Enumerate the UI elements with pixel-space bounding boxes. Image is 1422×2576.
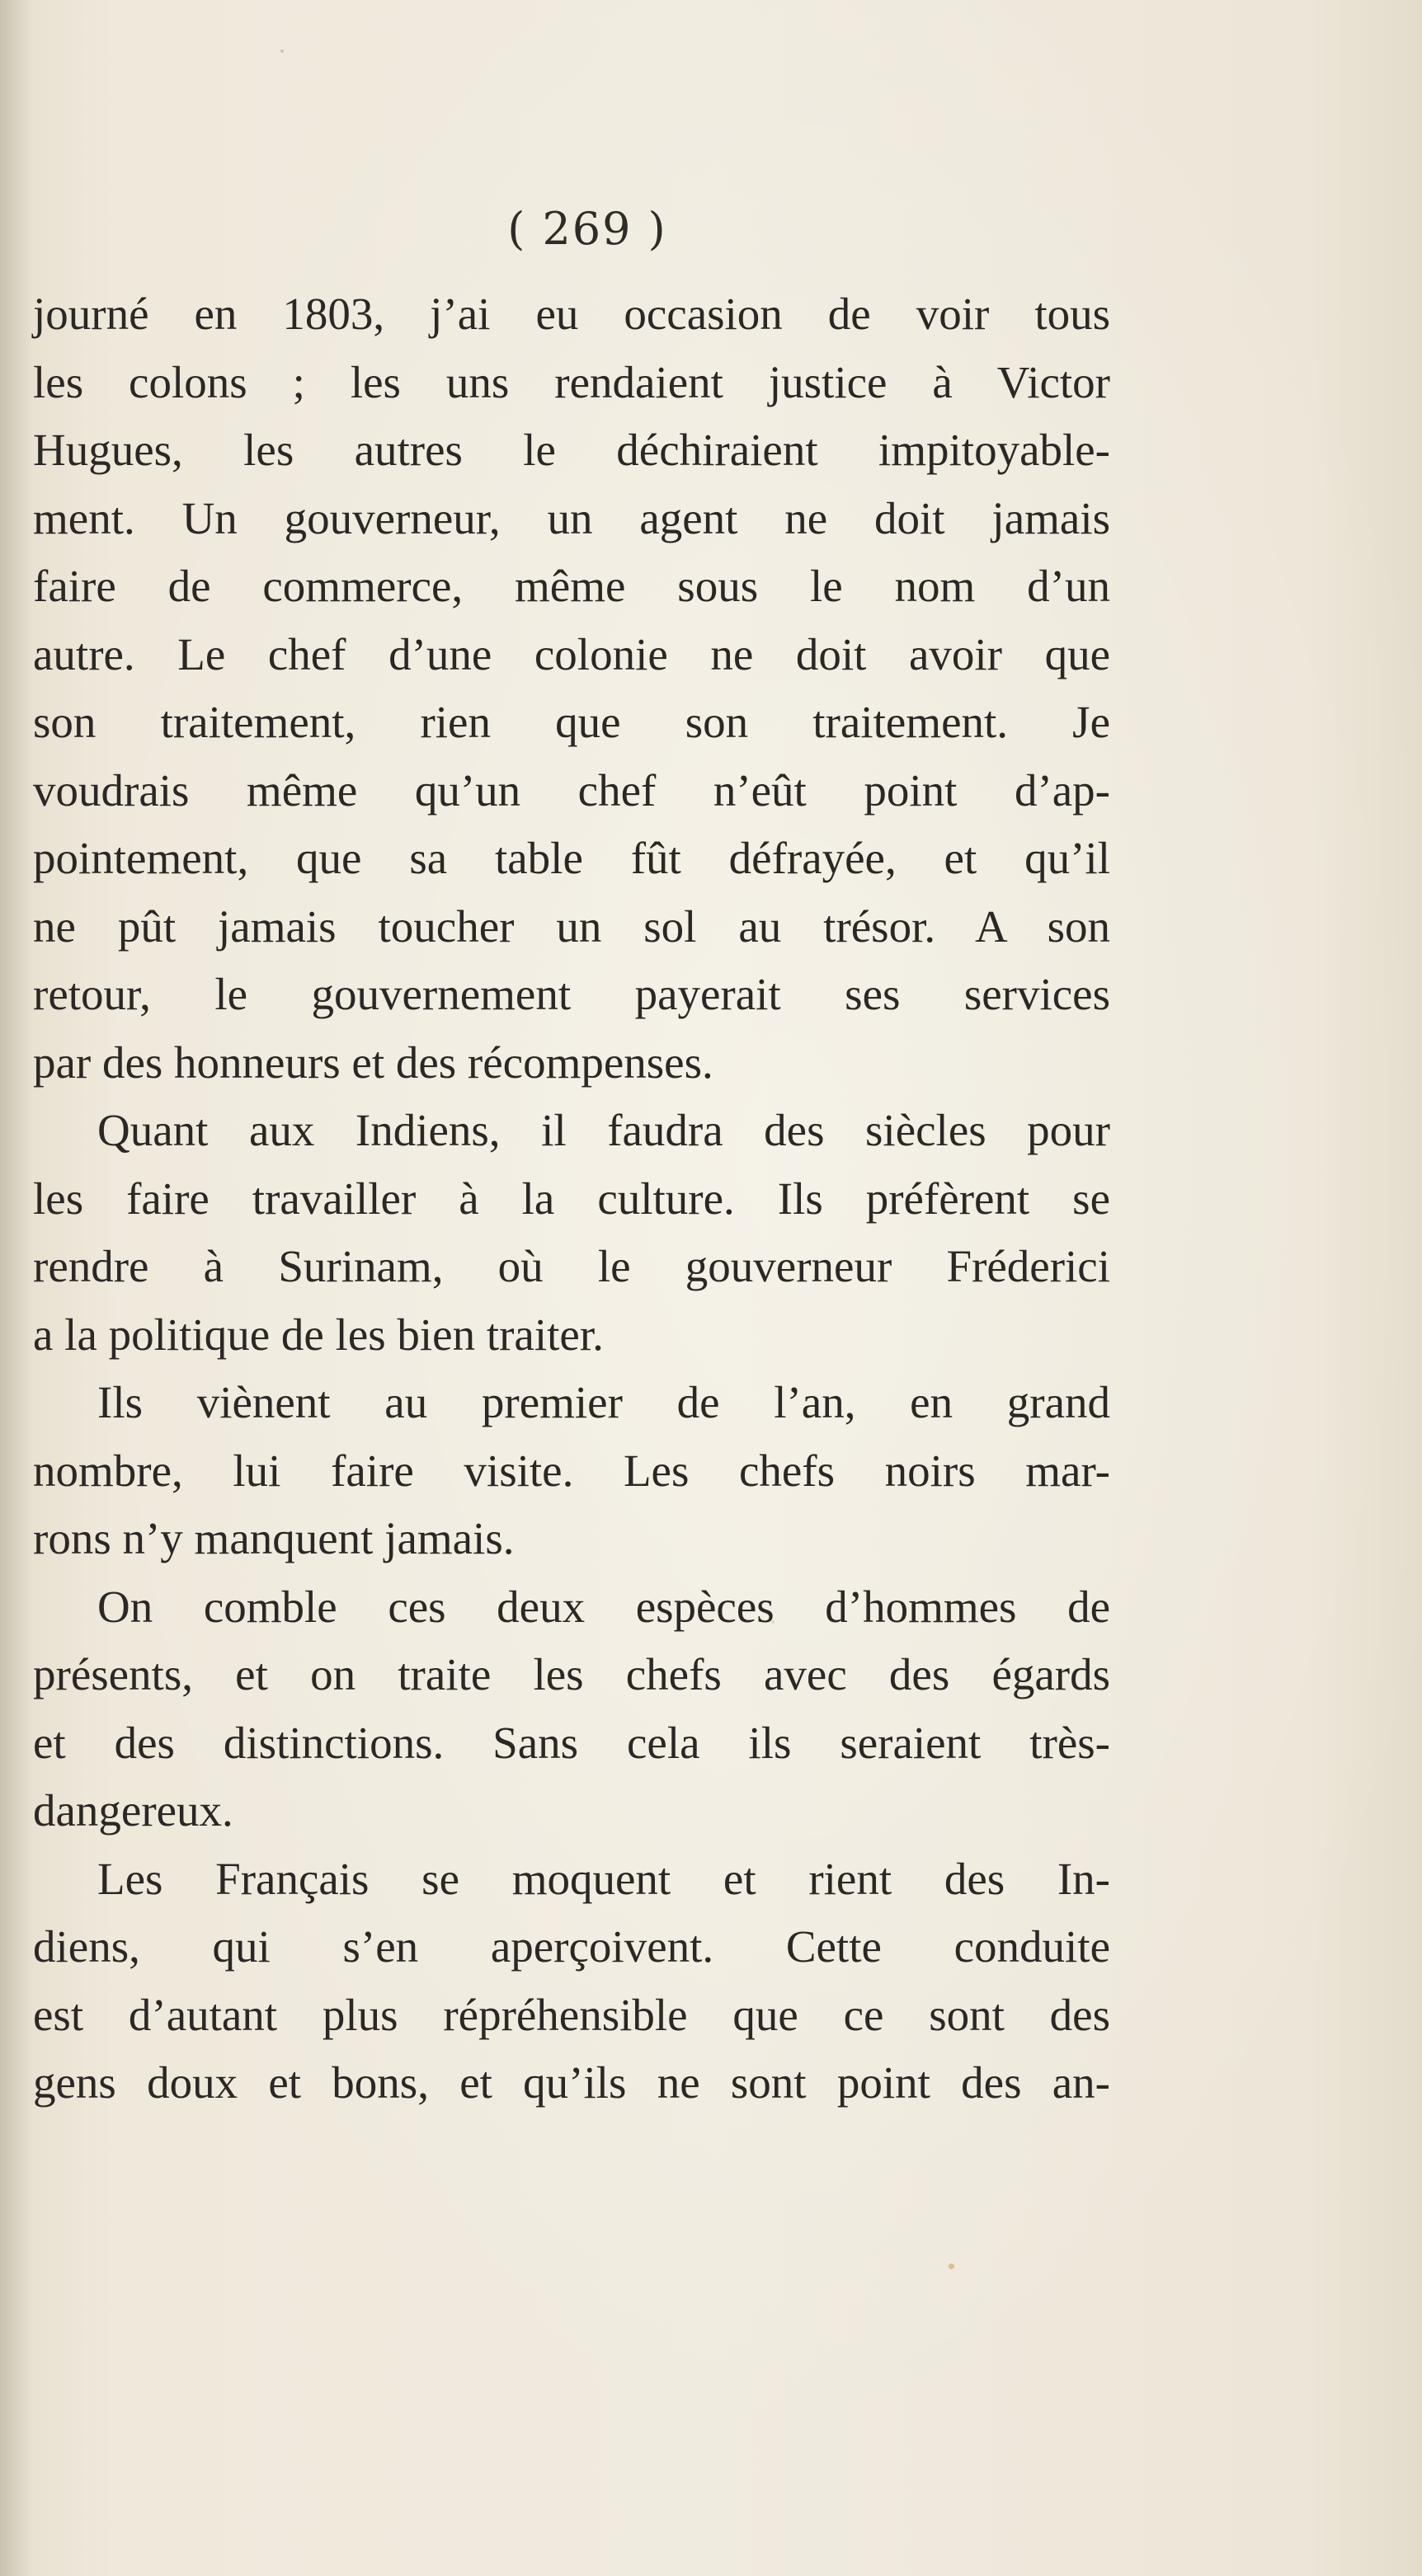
text-line: diens, qui s’en aperçoivent. Cette conduite [33, 1921, 1110, 1972]
text-line: présents, et on traite les chefs avec des égards [33, 1649, 1110, 1699]
paragraph-end-line: dangereux. [33, 1785, 233, 1836]
text-line: autre. Le chef d’une colonie ne doit avoir que [33, 628, 1110, 679]
text-line: son traitement, rien que son traitement. Je [33, 697, 1110, 747]
text-line: nombre, lui faire visite. Les chefs noirs mar- [33, 1445, 1110, 1496]
text-line: les colons ; les uns rendaient justice à Victor [33, 356, 1110, 407]
page-number: ( 269 ) [507, 203, 667, 255]
paragraph-start-line: Ils viènent au premier de l’an, en grand [97, 1377, 1110, 1427]
text-line: pointement, que sa table fût défrayée, et qu’il [33, 833, 1110, 883]
text-line: ne pût jamais toucher un sol au trésor. A son [33, 900, 1110, 952]
text-line: journé en 1803, j’ai eu occasion de voir tous [33, 289, 1110, 339]
paragraph-end-line: rons n’y manquent jamais. [33, 1513, 515, 1563]
text-line: voudrais même qu’un chef n’eût point d’ap- [33, 764, 1110, 816]
paragraph-start-line: On comble ces deux espèces d’hommes de [97, 1581, 1110, 1632]
text-line: et des distinctions. Sans cela ils seraient très- [33, 1717, 1110, 1768]
text-line: est d’autant plus répréhensible que ce sont des [33, 1989, 1110, 2040]
paper-speck [280, 49, 284, 53]
paragraph-end-line: a la politique de les bien traiter. [33, 1309, 604, 1360]
text-line: Hugues, les autres le déchiraient impitoyable- [33, 425, 1110, 475]
text-line: les faire travailler à la culture. Ils préfèrent se [33, 1173, 1110, 1224]
text-line: retour, le gouvernement payerait ses services [33, 969, 1110, 1019]
paper-speck [949, 2263, 954, 2269]
body-text [33, 280, 1110, 2118]
text-line: faire de commerce, même sous le nom d’un [33, 561, 1110, 611]
paragraph-start-line: Les Français se moquent et rient des In- [97, 1853, 1110, 1904]
page-gutter-shadow [0, 0, 33, 2576]
text-line: rendre à Surinam, où le gouverneur Fréderici [33, 1241, 1110, 1291]
paragraph-start-line: Quant aux Indiens, il faudra des siècles pour [97, 1105, 1110, 1155]
paper-speck [771, 1620, 775, 1624]
text-line: gens doux et bons, et qu’ils ne sont point des an- [33, 2057, 1110, 2108]
text-line: ment. Un gouverneur, un agent ne doit jamais [33, 492, 1110, 543]
paragraph-end-line: par des honneurs et des récompenses. [33, 1037, 713, 1088]
